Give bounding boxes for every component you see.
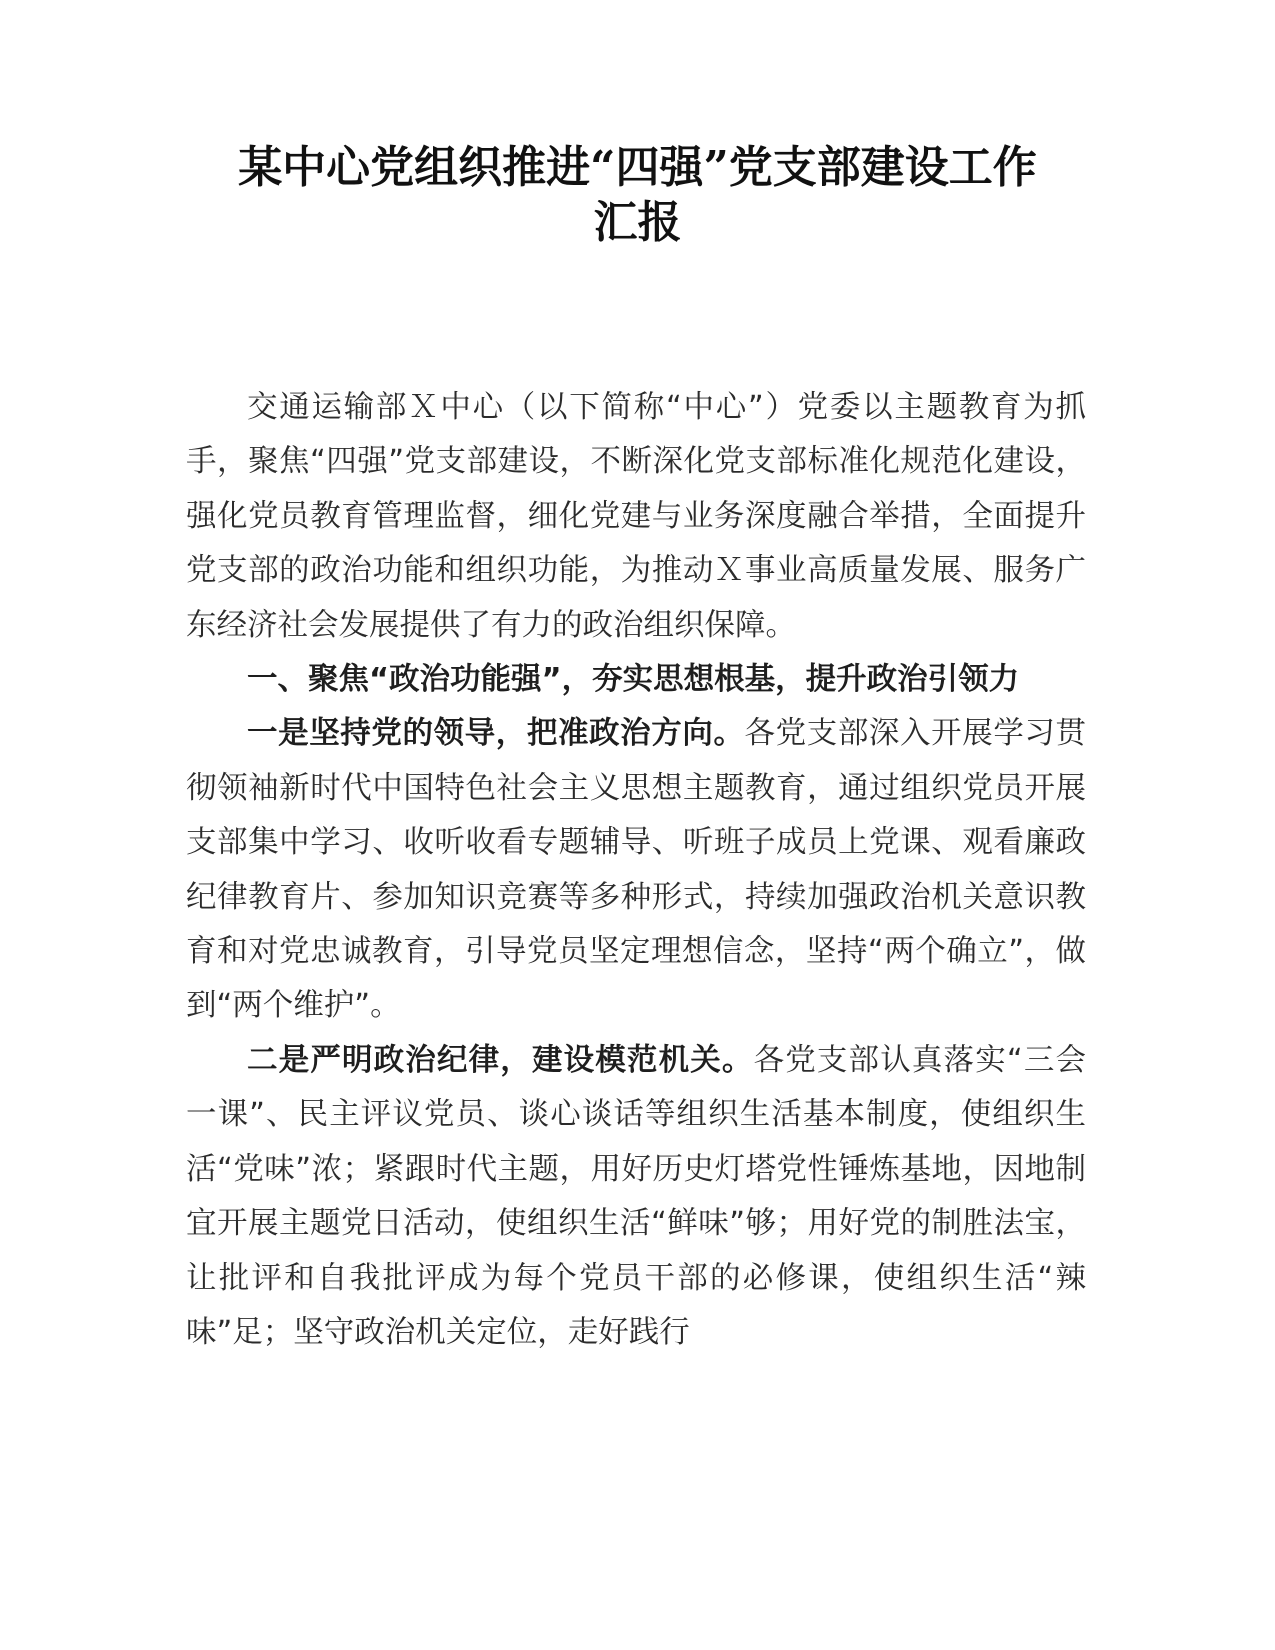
item-paragraph-1 bbox=[186, 707, 1086, 1033]
item-lead-1: 一是坚持党的领导，把准政治方向。 bbox=[247, 716, 745, 752]
item-text-1: 各党支部深入开展学习贯彻领袖新时代中国特色社会主义思想主题教育，通过组织党员开展支部集中学习、收听收看专题辅导、听班子成员上党课、观看廉政纪律教育片、参加知识竞赛等多种形式，持续加强政治机关意识教育和对党忠诚教育，引导党员坚定理想信念，坚持“两个确立”，做到“两个维护”。 bbox=[186, 716, 1087, 1024]
item-paragraph-2 bbox=[186, 1034, 1086, 1360]
document-body bbox=[186, 381, 1086, 1360]
title-line-1: 某中心党组织推进“四强”党支部建设工作 bbox=[238, 142, 1037, 193]
item-lead-2: 二是严明政治纪律，建设模范机关。 bbox=[247, 1042, 754, 1078]
title-line-2: 汇报 bbox=[593, 197, 682, 248]
item-text-2: 各党支部认真落实“三会一课”、民主评议党员、谈心谈话等组织生活基本制度，使组织生活“党味”浓；紧跟时代主题，用好历史灯塔党性锤炼基地，因地制宜开展主题党日活动，使组织生活“鲜味”够；用好党的制胜法宝，让批评和自我批评成为每个党员干部的必修课，使组织生活“辣味”足；坚守政治机关定位，走好践行 bbox=[186, 1042, 1086, 1350]
intro-paragraph: 交通运输部Ｘ中心（以下简称“中心”）党委以主题教育为抓手，聚焦“四强”党支部建设，不断深化党支部标准化规范化建设，强化党员教育管理监督，细化党建与业务深度融合举措，全面提升党支部的政治功能和组织功能，为推动Ｘ事业高质量发展、服务广东经济社会发展提供了有力的政治组织保障。 bbox=[186, 390, 1086, 643]
section-heading-1: 一、聚焦“政治功能强”，夯实思想根基，提升政治引领力 bbox=[247, 662, 1020, 698]
document-title bbox=[150, 140, 1125, 250]
